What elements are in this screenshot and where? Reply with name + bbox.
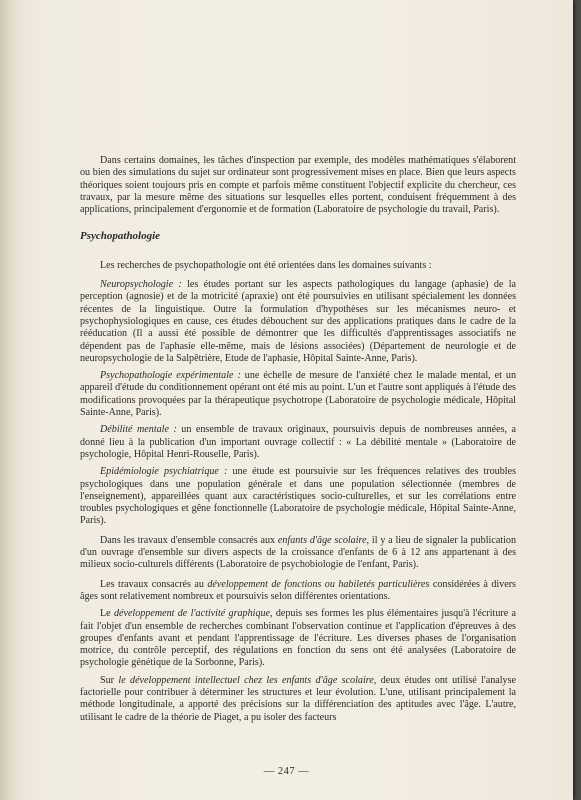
paragraph-emphasis: développement de l'activité graphique,	[113, 608, 273, 620]
paragraph-label: Débilité mentale :	[100, 424, 177, 436]
section-heading: Psychopathologie	[80, 230, 161, 243]
paragraph-fonctions-habiletes	[80, 579, 516, 604]
paragraph-label: Psychopathologie expérimentale :	[100, 370, 241, 382]
paragraph-emphasis: enfants d'âge scolaire,	[277, 534, 370, 546]
paragraph-body: deux études ont utilisé l'analyse factorielle pour contribuer à déterminer les structures et leur évolution. L'une, utilisant principalement la méthode longitudinale, a apporté des précisions sur la différenciation des aptitudes avec l'âge. L'autre, utilisant le cadre de la théorie de Piaget, a pu isoler des facteurs	[80, 674, 516, 723]
paragraph-modeles: Dans certains domaines, les tâches d'inspection par exemple, des modèles mathématiques s'élaborent ou bien des simulations du sujet sur ordinateur sont progressivement mises en place. Bien que leurs aspects théoriques soient toujours pris en compte et parfois même constituent l'objectif explicite du chercheur, ces travaux, par la mesure même des situations sur lesquelles elles portent, conduisent fréquemment à des applications, principalement d'ergonomie et de formation (Laboratoire de psychologie du travail, Paris).	[80, 155, 516, 216]
paragraph-neuropsychologie	[80, 279, 516, 365]
paragraph-body: une étude est poursuivie sur les fréquences relatives des troubles psychologiques dans une population générale et dans une population sélectionnée (membres de l'enseignement), appareillées quant aux caractéristiques socio-culturelles, et sur les corrélations entre troubles psychologiques et gêne fonctionnelle (Laboratoire de psychologie médicale, Hôpital Sainte-Anne, Paris).	[80, 466, 516, 527]
page-number: — 247 —	[263, 766, 310, 777]
paragraph-debilite-mentale	[80, 424, 516, 461]
paragraph-body: depuis ses formes les plus élémentaires jusqu'à l'écriture a fait l'objet d'un ensemble de recherches combinant l'observation continue et l'application d'épreuves à des groupes d'enfants avant et pendant l'apprentissage de l'écriture. Les diverses phases de l'organisation motrice, du contrôle perceptif, des régulations en fonction du sens ont été analysées (Laboratoire de psychologie génétique de la Sorbonne, Paris).	[80, 608, 516, 669]
paragraph-activite-graphique	[80, 608, 516, 669]
paragraph-psychopathologie-experimentale	[80, 370, 516, 419]
paragraph-intro: Les recherches de psychopathologie ont été orientées dans les domaines suivants :	[100, 259, 432, 271]
page-edge	[0, 0, 20, 800]
paragraph-developpement-intellectuel	[80, 675, 516, 724]
body-text	[80, 155, 516, 729]
paragraph-body: Dans les travaux d'ensemble consacrés aux	[100, 534, 278, 546]
paragraph-body: les études portant sur les aspects pathologiques du langage (aphasie) de la perception (agnosie) et de la motricité (apraxie) ont été poursuivies en utilisant spécialement les données récentes de la linguistique. Outre la formulation d'hypothèses sur les mécanismes neuro- et psychophysiologiques en cause, ces études débouchent sur des applications pratiques dans le cadre de la rééducation (Il a aussi été possible de démontrer que les difficultés d'apprentissages associatifs ne dépendent pas de l'aphasie elle-même, mais de lésions associées) (Département de neurologie et de neuropsychologie de la Salpêtrière, Etude de l'aphasie, Hôpital Sainte-Anne, Paris).	[80, 279, 516, 364]
paragraph-epidemiologie	[80, 466, 516, 527]
paragraph-enfants-age-scolaire	[80, 535, 516, 572]
paragraph-body: Sur	[100, 674, 119, 686]
paragraph-body: un ensemble de travaux originaux, poursuivis depuis de nombreuses années, a donné lieu à la publication d'un important ouvrage collectif : « La débilité mentale » (Laboratoire de psychologie, Hôpital Henri-Rouselle, Paris).	[80, 424, 517, 460]
paragraph-emphasis: développement de fonctions ou habiletés particulières	[207, 578, 430, 590]
paragraph-body: Les travaux consacrés au	[100, 578, 208, 590]
paragraph-body: une échelle de mesure de l'anxiété chez le malade mental, et un appareil d'étude du conditionnement opérant ont été mis au point. L'un et l'autre sont appliqués à l'étude des modifications provoquées par la thérapeutique psychotrope (Laboratoire de psychologie médicale, Hôpital Sainte-Anne, Paris).	[80, 370, 517, 419]
paragraph-body: Le	[100, 608, 114, 620]
paragraph-label: Neuropsychologie :	[100, 279, 182, 291]
paragraph-label: Epidémiologie psychiatrique :	[100, 466, 228, 478]
paragraph-body: il y a lieu de signaler la publication d'un ouvrage d'ensemble sur divers aspects de la croissance d'enfants de 6 à 12 ans appartenant à des milieux socio-culturels différents (Laboratoire de psychobiologie de l'enfant, Paris).	[80, 534, 517, 571]
paragraph-emphasis: le développement intellectuel chez les enfants d'âge scolaire,	[118, 674, 377, 686]
paragraph-body: considérées à divers âges sont relativement nombreux et poursuivis selon différentes orientations.	[80, 578, 516, 602]
